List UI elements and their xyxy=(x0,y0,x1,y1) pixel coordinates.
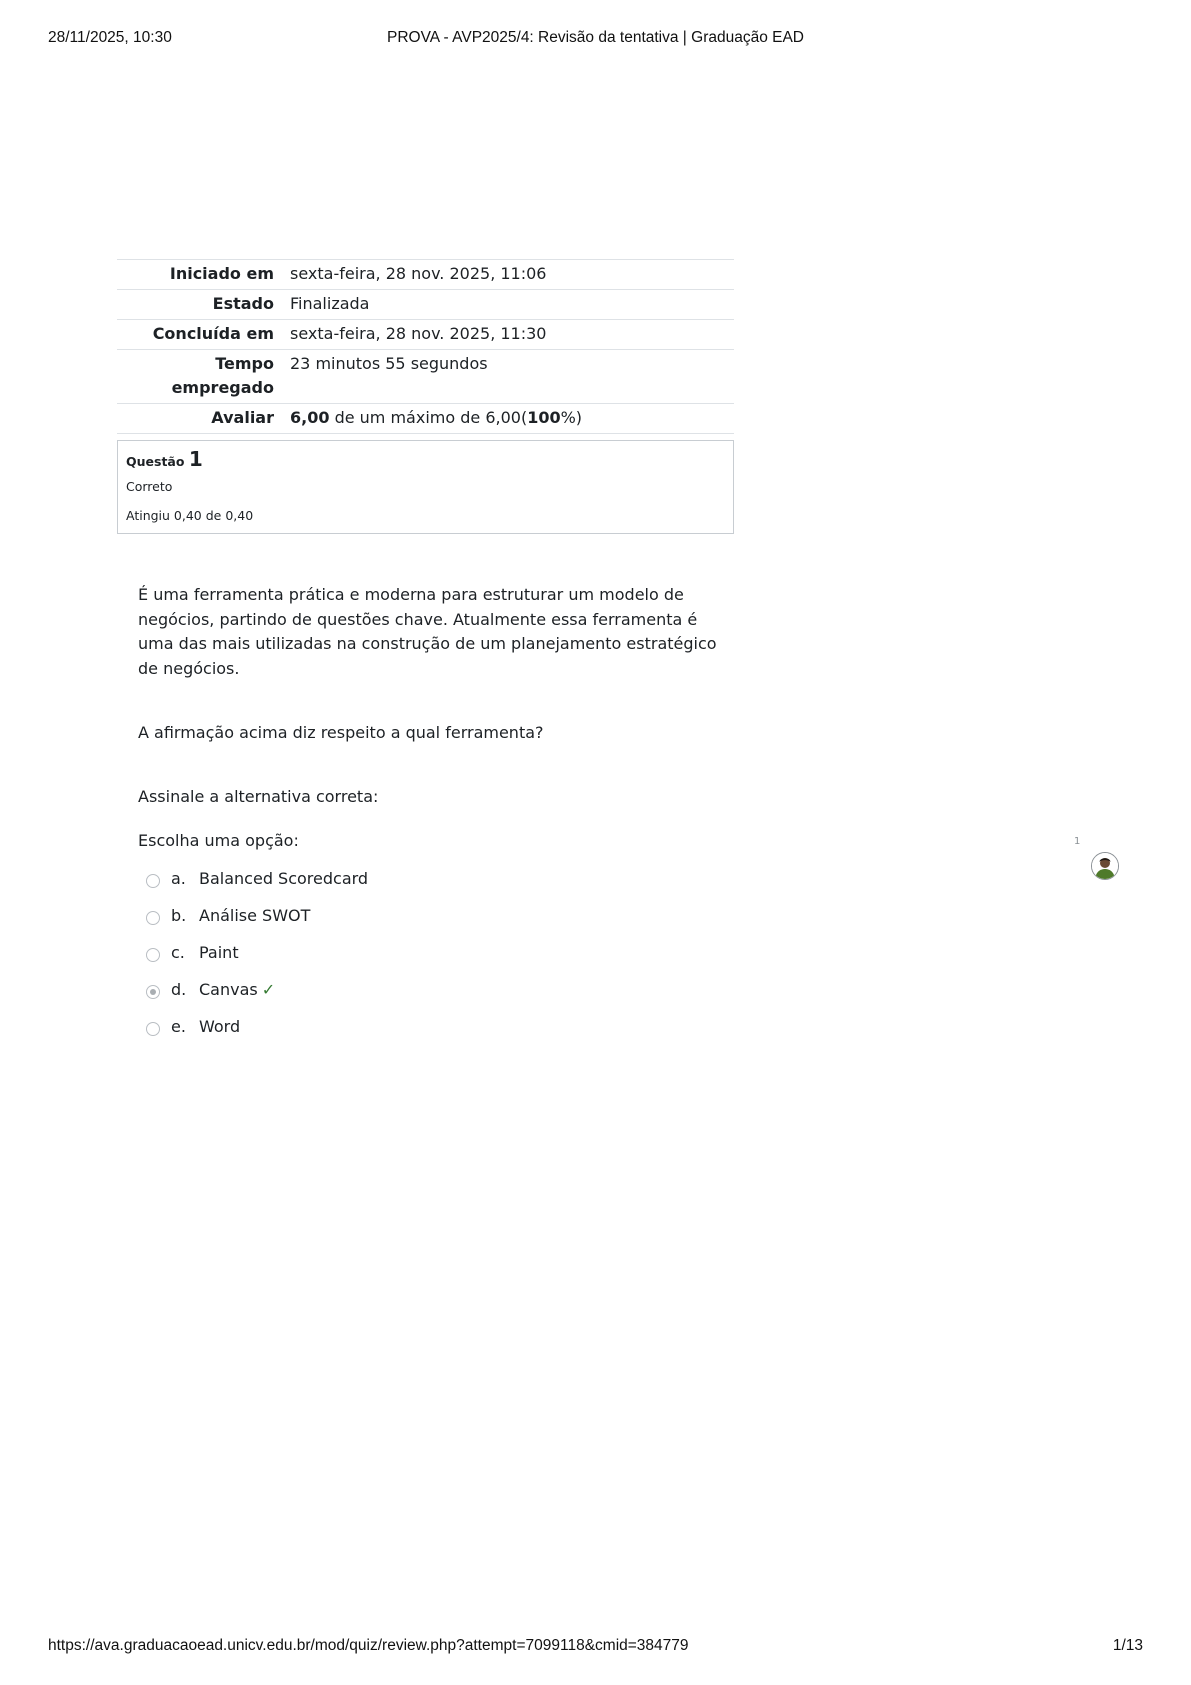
answer-label: Word xyxy=(199,1017,241,1036)
summary-value: sexta-feira, 28 nov. 2025, 11:30 xyxy=(290,324,547,343)
answer-letter: d. xyxy=(171,980,187,999)
summary-row-completed xyxy=(117,320,734,350)
summary-row-started xyxy=(117,260,734,290)
attempt-summary-table xyxy=(117,259,734,434)
answer-label: Análise SWOT xyxy=(199,906,311,925)
answer-option-b[interactable] xyxy=(146,906,646,932)
radio-button[interactable] xyxy=(146,911,160,925)
grade-text-end: %) xyxy=(560,408,583,427)
grade-value: 6,00 xyxy=(290,408,330,427)
summary-row-time-taken xyxy=(117,350,734,404)
summary-label: Estado xyxy=(212,294,274,313)
answer-prompt: Escolha uma opção: xyxy=(138,831,299,850)
answer-letter: c. xyxy=(171,943,185,962)
summary-row-state xyxy=(117,290,734,320)
answer-letter: b. xyxy=(171,906,187,925)
radio-button[interactable] xyxy=(146,874,160,888)
summary-value: Finalizada xyxy=(290,294,370,313)
question-info-box xyxy=(117,440,734,534)
radio-button[interactable] xyxy=(146,1022,160,1036)
print-header xyxy=(0,29,1191,49)
answer-label: Balanced Scoredcard xyxy=(199,869,369,888)
answer-label-text: Canvas xyxy=(199,980,258,999)
summary-value xyxy=(290,404,734,434)
answer-option-c[interactable] xyxy=(146,943,646,969)
summary-value: sexta-feira, 28 nov. 2025, 11:06 xyxy=(290,264,547,283)
answer-option-d[interactable] xyxy=(146,980,646,1006)
summary-label: Iniciado em xyxy=(169,264,274,283)
question-text-paragraph: É uma ferramenta prática e moderna para estruturar um modelo de negócios, partindo de questões chave. Atualmente essa ferramenta é uma das mais utilizadas na construção de um planejamento estratégico de negócios. xyxy=(138,585,717,678)
summary-label: Concluída em xyxy=(152,324,274,343)
summary-row-grade xyxy=(117,404,734,434)
question-text-paragraph: A afirmação acima diz respeito a qual ferramenta? xyxy=(138,723,544,742)
correct-check-icon: ✓ xyxy=(261,980,276,999)
avatar-icon xyxy=(1092,853,1118,879)
question-label: Questão xyxy=(126,454,185,469)
question-text-paragraph: Assinale a alternativa correta: xyxy=(138,787,379,806)
grade-text-mid: de um máximo de 6,00( xyxy=(329,408,528,427)
drawer-count: 1 xyxy=(1074,836,1081,847)
answer-option-a[interactable] xyxy=(146,869,646,895)
grade-percent: 100 xyxy=(527,408,561,427)
summary-value: 23 minutos 55 segundos xyxy=(290,354,488,373)
print-page-title: PROVA - AVP2025/4: Revisão da tentativa | Graduação EAD xyxy=(386,29,805,46)
radio-button[interactable] xyxy=(146,948,160,962)
answer-option-e[interactable] xyxy=(146,1017,646,1043)
print-datetime: 28/11/2025, 10:30 xyxy=(48,29,172,46)
print-page-number: 1/13 xyxy=(1112,1637,1143,1654)
summary-label: Tempo empregado xyxy=(171,354,274,397)
question-number-value: 1 xyxy=(188,447,203,471)
answer-letter: a. xyxy=(171,869,186,888)
answer-label: Paint xyxy=(199,943,239,962)
radio-button-selected[interactable] xyxy=(146,985,160,999)
question-grade: Atingiu 0,40 de 0,40 xyxy=(126,508,254,523)
print-footer xyxy=(0,1637,1191,1657)
question-state: Correto xyxy=(126,479,173,494)
user-avatar-icon[interactable] xyxy=(1091,852,1119,880)
summary-label: Avaliar xyxy=(211,408,274,427)
question-number xyxy=(126,447,203,471)
answer-letter: e. xyxy=(171,1017,186,1036)
print-url: https://ava.graduacaoead.unicv.edu.br/mod/quiz/review.php?attempt=7099118&cmid=384779 xyxy=(48,1637,689,1654)
answer-label xyxy=(199,980,275,999)
